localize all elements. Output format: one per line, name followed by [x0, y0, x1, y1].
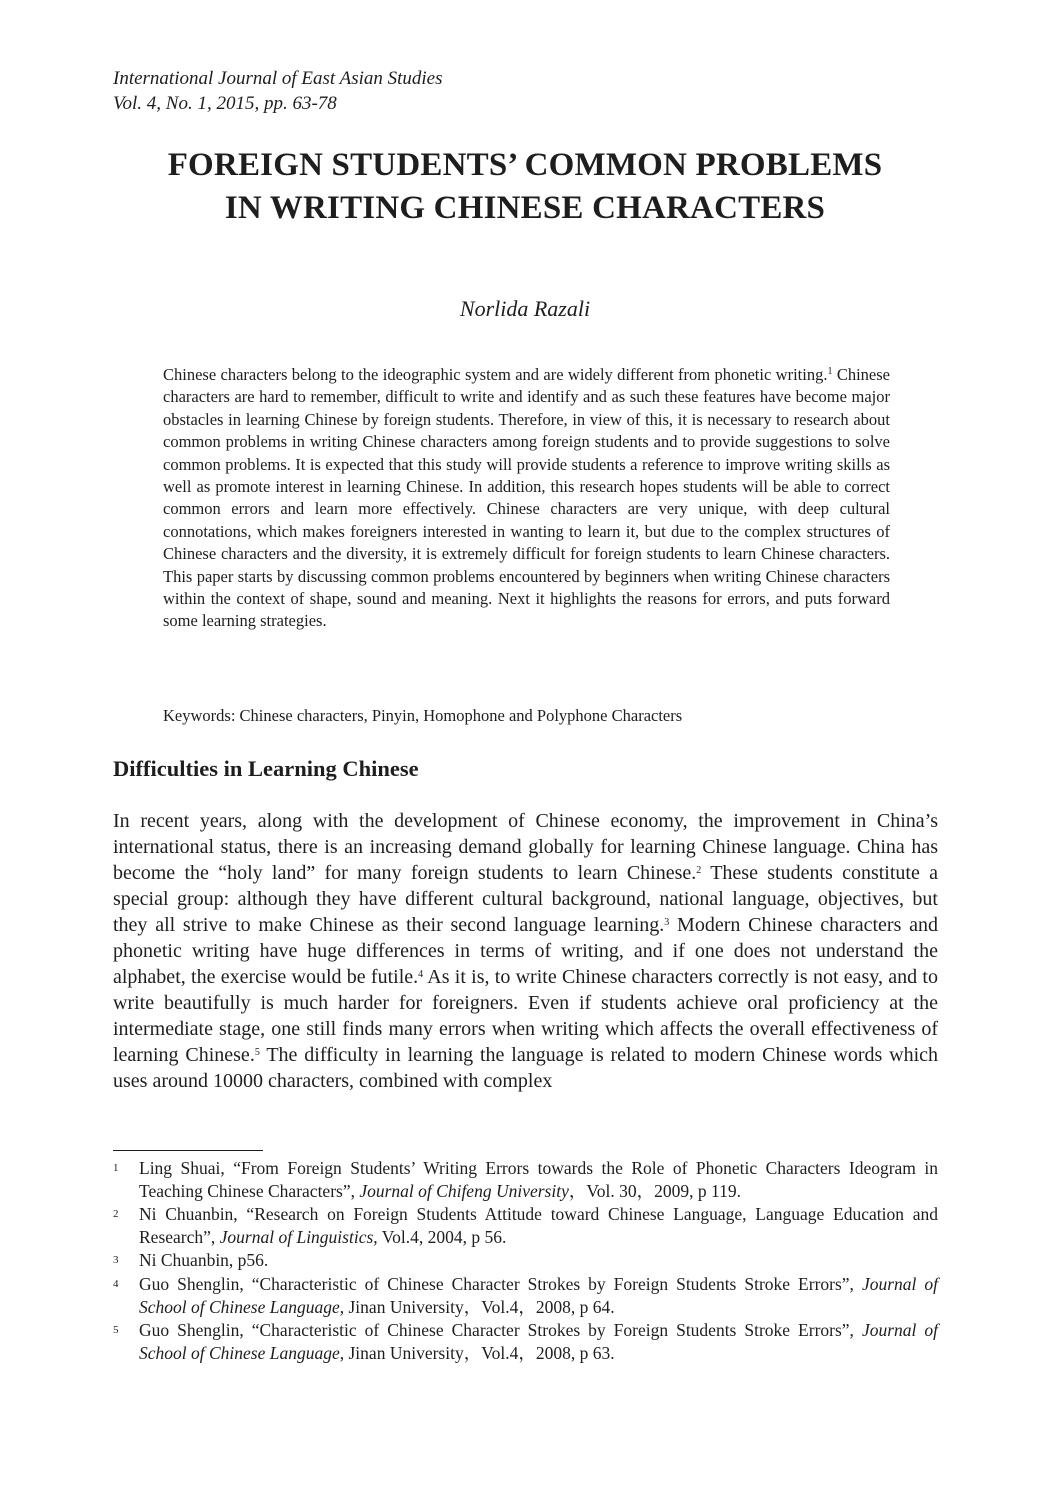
footnote-text: ，Vol. 30，2009, p 119. [568, 1180, 741, 1201]
footnote-text: , Jinan University，Vol.4，2008, p 64. [339, 1296, 615, 1317]
footnote [113, 1319, 938, 1364]
footnote-ref-4: 4 [418, 969, 424, 980]
footnote-ref-2: 2 [696, 865, 702, 876]
keywords: Keywords: Chinese characters, Pinyin, Homophone and Polyphone Characters [163, 706, 683, 725]
footnote-text: Ling Shuai, “From Foreign Students’ Writing Errors towards the Role of Phonetic Characters Ideogram in Teaching Chinese Characters”, [139, 1158, 938, 1201]
footnote-number: 5 [113, 1324, 119, 1337]
body-paragraph [113, 808, 938, 1094]
body-text-segment: As it is, to write Chinese characters correctly is not easy, and to write beautifully is much harder for foreigners. Even if students achieve oral proficiency at the intermediate stage, one still finds many errors when writing which affects the overall effectiveness of learning Chinese. [113, 966, 938, 1066]
footnote-text: , Jinan University，Vol.4，2008, p 63. [339, 1342, 615, 1363]
footnote-ref-3: 3 [664, 917, 670, 928]
footnote-ref-1: 1 [827, 366, 833, 377]
footnote-text: Guo Shenglin, “Characteristic of Chinese Character Strokes by Foreign Students Stroke Errors”, [139, 1320, 862, 1341]
footnote [113, 1203, 938, 1248]
footnote-journal: Journal of School of Chinese Language [139, 1320, 938, 1363]
body-text-segment: In recent years, along with the development of Chinese economy, the improvement in China’s international status, there is an increasing demand globally for learning Chinese language. China has become the “holy land” for many foreign students to learn Chinese. [113, 810, 938, 884]
footnote-text: Ni Chuanbin, p56. [139, 1250, 269, 1271]
abstract-text: Chinese characters are hard to remember, difficult to write and identify and as such these features have become major obstacles in learning Chinese by foreign students. Therefore, in view of this, it is necessary to research about common problems in writing Chinese characters among foreign students and to provide suggestions to solve common problems. It is expected that this study will provide students a reference to improve writing skills as well as promote interest in learning Chinese. In addition, this research hopes students will be able to correct common errors and learn more effectively. Chinese characters are very unique, with deep cultural connotations, which makes foreigners interested in wanting to learn it, but due to the complex structures of Chinese characters and the diversity, it is extremely difficult for foreign students to learn Chinese characters. This paper starts by discussing common problems encountered by beginners when writing Chinese characters within the context of shape, sound and meaning. Next it highlights the reasons for errors, and puts forward some learning strategies. [163, 365, 890, 631]
footnote [113, 1157, 938, 1202]
footnote [113, 1249, 938, 1272]
footnote-number: 1 [113, 1162, 119, 1174]
footnote-divider [113, 1150, 263, 1151]
footnote-ref-5: 5 [254, 1047, 260, 1058]
title-line-1: FOREIGN STUDENTS’ COMMON PROBLEMS [167, 147, 883, 183]
body-text-segment: These students constitute a special group: although they have different cultural background, national language, objectives, but they all strive to make Chinese as their second language learning. [113, 862, 939, 936]
footnote-journal: Journal of Linguistics [219, 1226, 374, 1247]
footnote-text: Guo Shenglin, “Characteristic of Chinese Character Strokes by Foreign Students Stroke Errors”, [139, 1273, 862, 1294]
footnote-journal: Journal of School of Chinese Language [139, 1273, 938, 1317]
body-text-segment: Modern Chinese characters and phonetic writing have huge differences in terms of writing, and if one does not understand the alphabet, the exercise would be futile. [113, 914, 938, 988]
title-line-2: IN WRITING CHINESE CHARACTERS [224, 190, 826, 226]
footnote-number: 4 [113, 1277, 119, 1290]
footnote [113, 1273, 938, 1318]
journal-header [113, 66, 443, 116]
footnote-number: 2 [113, 1208, 119, 1221]
body-text-segment: The difficulty in learning the language is related to modern Chinese words which uses around 10000 characters, combined with complex [113, 1044, 939, 1092]
volume-info: Vol. 4, No. 1, 2015, pp. 63-78 [113, 93, 337, 114]
journal-name: International Journal of East Asian Studies [113, 68, 443, 89]
abstract-text: Chinese characters belong to the ideographic system and are widely different from phonetic writing. [163, 365, 828, 384]
author-name: Norlida Razali [459, 296, 591, 321]
abstract [163, 364, 890, 633]
footnote-number: 3 [113, 1254, 119, 1267]
section-heading: Difficulties in Learning Chinese [113, 756, 419, 781]
footnote-text: Ni Chuanbin, “Research on Foreign Students Attitude toward Chinese Language, Language Education and Research”, [139, 1204, 938, 1247]
paper-title [60, 144, 990, 230]
footnotes [113, 1157, 938, 1365]
footnote-text: , Vol.4, 2004, p 56. [373, 1226, 507, 1247]
footnote-journal: Journal of Chifeng University [359, 1180, 569, 1201]
